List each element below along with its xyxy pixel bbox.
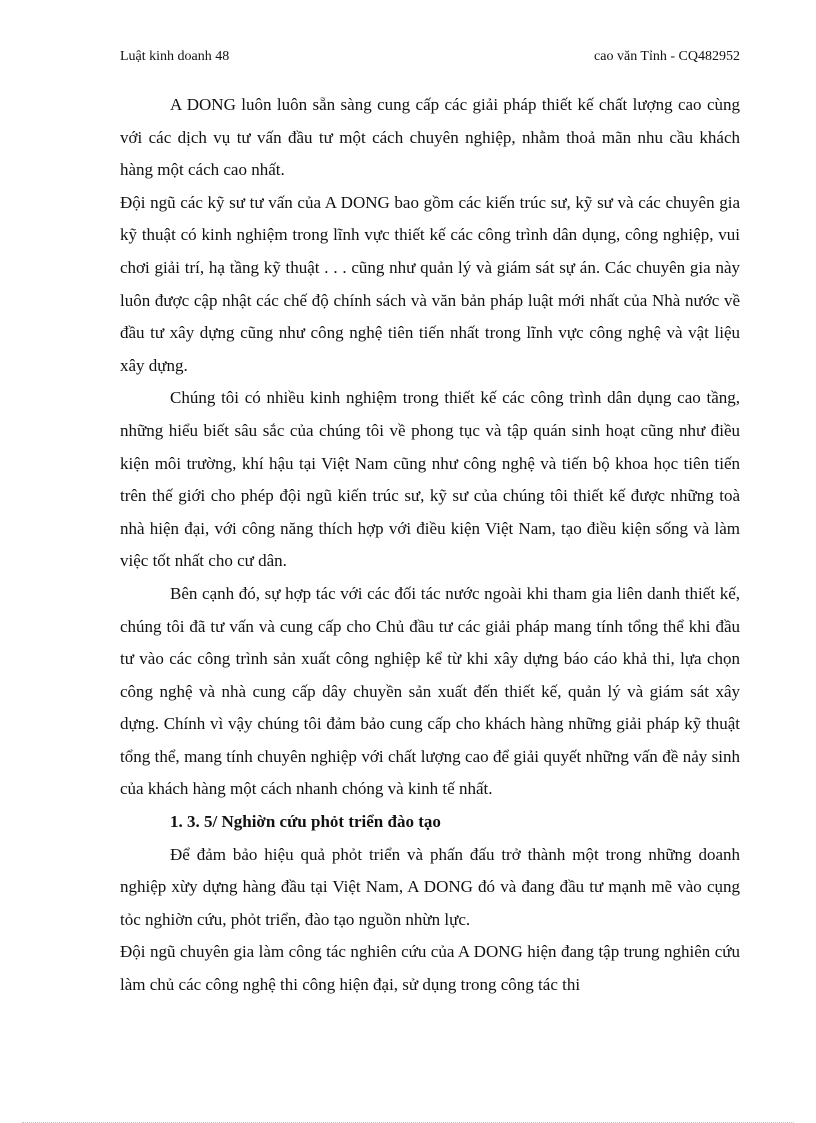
header-document-title: Luật kinh doanh 48 [120,49,230,64]
paragraph-research-team: Đội ngũ chuyên gia làm công tác nghiên cứu của A DONG hiện đang tập trung nghiên cứu làm chủ các công nghệ thi công hiện đại, sử dụng trong công tác thi [120,942,740,995]
paragraph-experience: Chúng tôi có nhiều kinh nghiệm trong thiết kế các công trình dân dụng cao tầng, những hiểu biết sâu sắc của chúng tôi về phong tục và tập quán sinh hoạt cũng như điều kiện môi trường, khí hậu tại Việt Nam cũng như công nghệ và tiến bộ khoa học tiên tiến trên thế giới cho phép đội ngũ kiến trúc sư, kỹ sư của chúng tôi thiết kế được những toà nhà hiện đại, với công năng thích hợp với điều kiện Việt Nam, tạo điều kiện sống và làm việc tốt nhất cho cư dân. [120,388,740,571]
page-header [120,49,740,69]
paragraph-development: Để đảm bảo hiệu quả phỏt triển và phấn đấu trở thành một trong những doanh nghiệp xừy dựng hàng đầu tại Việt Nam, A DONG đó và đang đầu tư mạnh mẽ vào cụng tỏc nghiờn cứu, phỏt triển, đào tạo nguồn nhừn lực. [120,844,740,929]
header-author-id: cao văn Tỉnh - CQ482952 [594,49,740,64]
section-heading: 1. 3. 5/ Nghiờn cứu phỏt triển đào tạo [170,812,441,832]
paragraph-intro: A DONG luôn luôn sẵn sàng cung cấp các giải pháp thiết kế chất lượng cao cùng với các dịch vụ tư vấn đầu tư một cách chuyên nghiệp, nhằm thoả mãn nhu cầu khách hàng một cách cao nhất. [120,95,740,180]
paragraph-cooperation: Bên cạnh đó, sự hợp tác với các đối tác nước ngoài khi tham gia liên danh thiết kế, chúng tôi đã tư vấn và cung cấp cho Chủ đầu tư các giải pháp mang tính tổng thể khi đầu tư vào các công trình sản xuất công nghiệp kể từ khi xây dựng báo cáo khả thi, lựa chọn công nghệ và nhà cung cấp dây chuyền sản xuất đến thiết kế, quản lý và giám sát xây dựng. Chính vì vậy chúng tôi đảm bảo cung cấp cho khách hàng những giải pháp kỹ thuật tổng thể, mang tính chuyên nghiệp với chất lượng cao để giải quyết những vấn đề nảy sinh của khách hàng một cách nhanh chóng và kinh tế nhất. [120,583,740,799]
paragraph-consultant-team: Đội ngũ các kỹ sư tư vấn của A DONG bao gồm các kiến trúc sư, kỹ sư và các chuyên gia kỹ thuật có kinh nghiệm trong lĩnh vực thiết kế các công trình dân dụng, công nghiệp, vui chơi giải trí, hạ tầng kỹ thuật . . . cũng như quản lý và giám sát sự án. Các chuyên gia này luôn được cập nhật các chế độ chính sách và văn bản pháp luật mới nhất của Nhà nước về đầu tư xây dựng cũng như công nghệ tiên tiến nhất trong lĩnh vực công nghệ và vật liệu xây dựng. [120,192,740,375]
document-body [120,89,740,1002]
